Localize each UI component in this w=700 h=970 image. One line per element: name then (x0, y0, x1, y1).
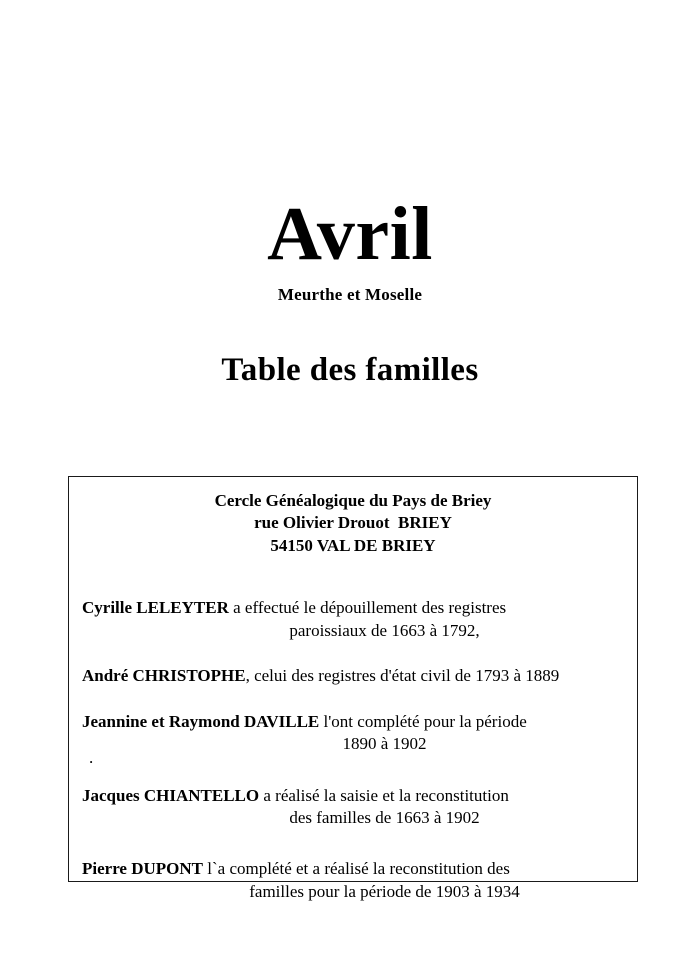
credit-person-name: Cyrille LELEYTER (82, 598, 229, 618)
organization-city: 54150 VAL DE BRIEY (270, 535, 436, 555)
credit-list (69, 597, 637, 903)
title-block (0, 192, 700, 305)
credit-description: l'ont complété pour la période (319, 711, 527, 731)
credit-line-secondary: paroissiaux de 1663 à 1792, (289, 620, 480, 640)
credit-person-name: Pierre DUPONT (82, 859, 204, 879)
credit-entry (69, 785, 637, 830)
organization-block (69, 477, 637, 557)
credit-entry (69, 665, 637, 687)
stray-punctuation-mark: . (89, 748, 94, 767)
credit-person-name: André CHRISTOPHE (82, 666, 246, 686)
credit-description: l`a complété et a réalisé la reconstitution des (203, 859, 510, 879)
credit-line-primary (82, 665, 627, 687)
credit-entry (69, 711, 637, 756)
credit-line-primary (82, 785, 627, 807)
credit-line-secondary: des familles de 1663 à 1902 (289, 807, 480, 827)
credit-line-secondary: 1890 à 1902 (342, 734, 427, 754)
credit-person-name: Jacques CHIANTELLO (82, 785, 260, 805)
credit-person-name: Jeannine et Raymond DAVILLE (82, 711, 320, 731)
organization-name: Cercle Généalogique du Pays de Briey (214, 491, 492, 510)
organization-street: rue Olivier Drouot BRIEY (254, 513, 452, 533)
credit-line-primary (82, 597, 627, 619)
credit-description: a réalisé la saisie et la reconstitution (259, 785, 509, 805)
credits-box (68, 476, 638, 901)
page-subtitle: Meurthe et Moselle (277, 285, 423, 304)
section-title: Table des familles (221, 352, 479, 388)
credit-line-secondary: familles pour la période de 1903 à 1934 (249, 881, 520, 901)
page-title: Avril (267, 192, 433, 276)
credit-line-primary (82, 711, 627, 733)
credit-entry (69, 597, 637, 642)
credit-entry (69, 858, 637, 903)
credit-description: , celui des registres d'état civil de 1793 à 1889 (245, 666, 560, 686)
credit-description: a effectué le dépouillement des registres (228, 598, 507, 618)
credit-line-primary (82, 858, 627, 880)
